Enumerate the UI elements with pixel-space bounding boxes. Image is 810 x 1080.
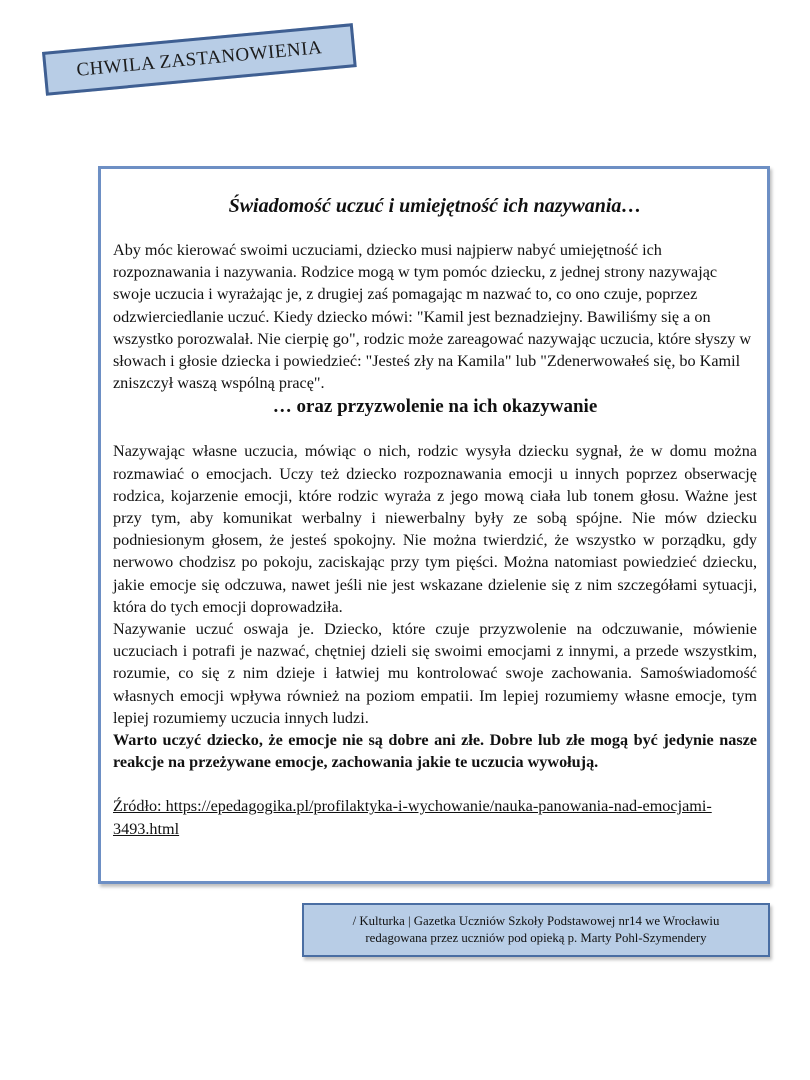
article-body [113, 440, 757, 773]
source-link[interactable]: Źródło: https://epedagogika.pl/profilaktyka-i-wychowanie/nauka-panowania-nad-emocjami-3493.html [113, 797, 712, 838]
footer-line-1: / Kulturka | Gazetka Uczniów Szkoły Podstawowej nr14 we Wrocławiu [352, 914, 720, 928]
section-tag-label: CHWILA ZASTANOWIENIA [75, 37, 323, 81]
article-key-message: Warto uczyć dziecko, że emocje nie są dobre ani złe. Dobre lub złe mogą być jedynie nasze reakcje na przeżywane emocje, zachowania jakie te uczucia wywołują. [113, 731, 757, 772]
footer-line-2: redagowana przez uczniów pod opieką p. Marty Pohl-Szymendery [365, 931, 707, 945]
article-title: Świadomość uczuć i umiejętność ich nazywania… [228, 195, 642, 217]
article-paragraph-1: Aby móc kierować swoimi uczuciami, dziecko musi najpierw nabyć umiejętność ich rozpoznawania i nazywania. Rodzice mogą w tym pomóc dziecku, z jednej strony nazywając swoje uczucia i wyrażając je, z drugiej zaś pomagając m nazwać to, co ono czuje, poprzez odzwierciedlanie uczuć. Kiedy dziecko mówi: "Kamil jest beznadziejny. Bawiliśmy się a on wszystko porozwalał. Nie cierpię go", rodzic może zareagować nazywając uczucia, które słyszy w słowach i głosie dziecka i powiedzieć: "Jesteś zły na Kamila" lub "Zdenerwowałeś się, bo Kamil zniszczył waszą wspólną pracę". [113, 241, 752, 393]
article-subtitle: … oraz przyzwolenie na ich okazywanie [272, 396, 598, 418]
article-box [98, 166, 770, 884]
article-paragraph-3: Nazywanie uczuć oswaja je. Dziecko, które czuje przyzwolenie na odczuwanie, mówienie uczuciach i potrafi je nazwać, chętniej dzieli się swoimi emocjami z innymi, a przede wszystkim, rozumie, co się z nim dzieje i łatwiej mu kontrolować swoje zachowania. Samoświadomość własnych emocji wpływa również na poziom empatii. Im lepiej rozumiemy własne emocje, tym lepiej rozumiemy uczucia innych ludzi. [113, 620, 757, 727]
section-tag [42, 23, 357, 96]
footer-box [302, 903, 770, 957]
source-citation[interactable] [113, 795, 757, 839]
article-paragraph-2: Nazywając własne uczucia, mówiąc o nich, rodzic wysyła dziecku sygnał, że w domu można rozmawiać o emocjach. Uczy też dziecko rozpoznawania emocji u innych poprzez obserwację rodzica, kojarzenie emocji, które rodzic wyraża z jego mową ciała lub tonem głosu. Ważne jest przy tym, aby komunikat werbalny i niewerbalny były ze sobą spójne. Nie mów dziecku podniesionym głosem, że jesteś spokojny. Nie można twierdzić, że wszystko w porządku, gdy nerwowo chodzisz po pokoju, zaciskając przy tym pięści. Można natomiast powiedzieć dziecku, jakie emocje się odczuwa, nawet jeśli nie jest wskazane dzielenie się z nim szczegółami sytuacji, która do tych emocji doprowadziła. [113, 442, 757, 616]
